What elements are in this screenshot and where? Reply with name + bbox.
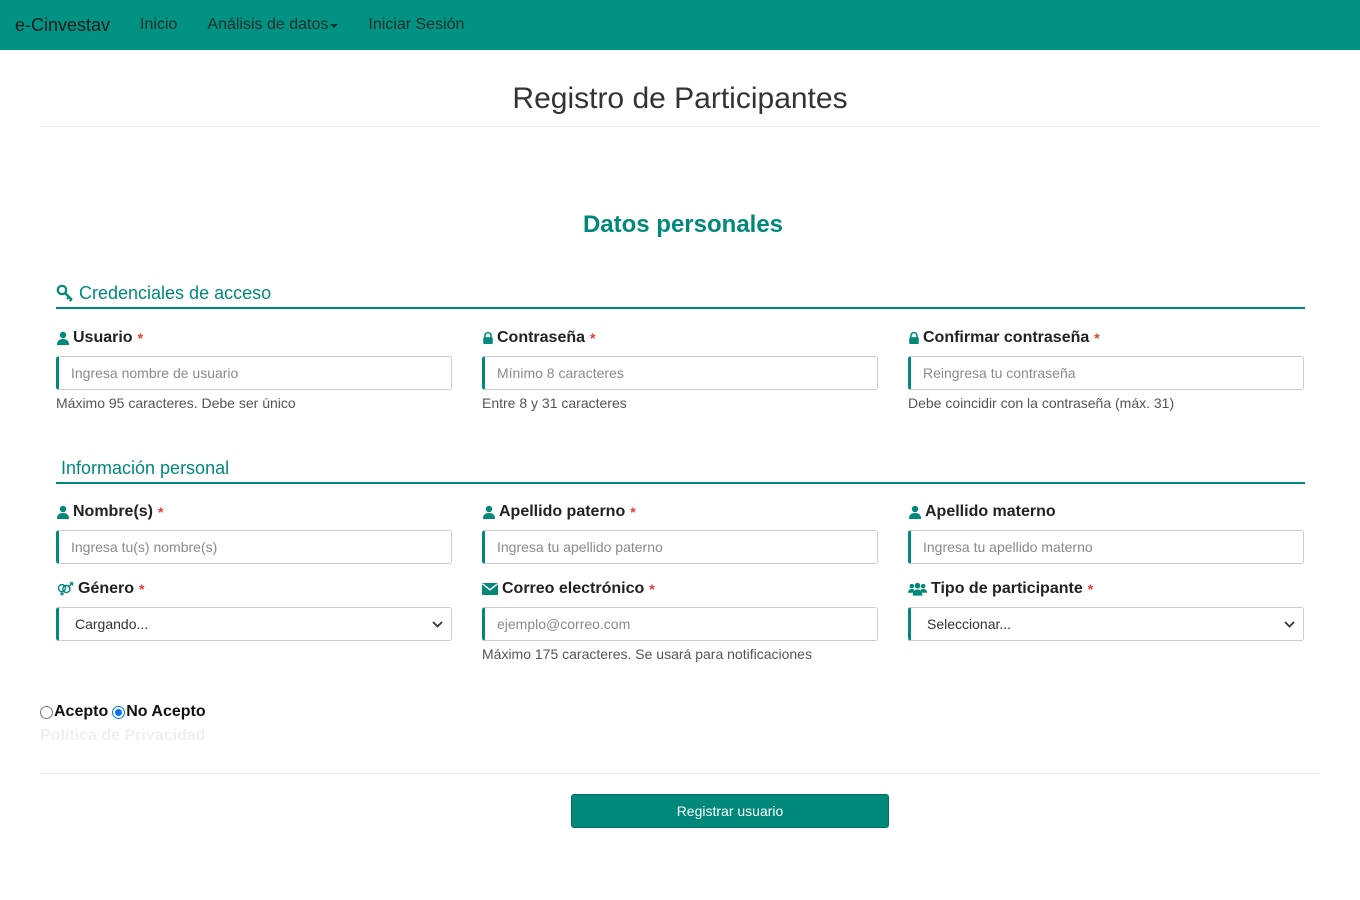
required-marker: * xyxy=(1094,330,1100,346)
field-apellido-paterno xyxy=(482,502,878,564)
confirmar-label: Confirmar contraseña * xyxy=(908,328,1304,348)
field-confirmar xyxy=(908,328,1304,411)
navbar xyxy=(0,0,1360,50)
correo-label: Correo electrónico * xyxy=(482,579,878,599)
apellido-materno-input[interactable] xyxy=(908,530,1304,564)
field-genero xyxy=(56,579,452,641)
accept-radio[interactable] xyxy=(40,706,53,719)
envelope-icon xyxy=(482,583,498,595)
field-nombre xyxy=(56,502,452,564)
correo-help: Máximo 175 caracteres. Se usará para notificaciones xyxy=(482,646,812,662)
correo-input[interactable] xyxy=(482,607,878,641)
group-personal-title: Información personal xyxy=(61,457,230,478)
nav-analisis-label: Análisis de datos xyxy=(207,16,329,33)
divider-bottom xyxy=(40,773,1320,774)
user-icon xyxy=(56,505,70,519)
field-correo xyxy=(482,579,878,662)
field-usuario xyxy=(56,328,452,411)
user-icon xyxy=(482,505,496,519)
contrasena-label: Contraseña * xyxy=(482,328,878,348)
apellido-paterno-input[interactable] xyxy=(482,530,878,564)
group-personal-header xyxy=(56,454,1305,484)
lock-icon xyxy=(908,331,920,345)
field-contrasena xyxy=(482,328,878,411)
tipo-select[interactable] xyxy=(908,607,1304,641)
contrasena-help: Entre 8 y 31 caracteres xyxy=(482,395,627,411)
nav-iniciar-sesion[interactable]: Iniciar Sesión xyxy=(368,16,465,33)
genero-selected-value: Cargando... xyxy=(75,616,149,632)
confirmar-help: Debe coincidir con la contraseña (máx. 31) xyxy=(908,395,1175,411)
nombre-input[interactable] xyxy=(56,530,452,564)
required-marker: * xyxy=(1087,581,1094,597)
nav-analisis-dropdown[interactable] xyxy=(207,16,338,34)
users-icon xyxy=(908,582,927,596)
section-title: Datos personales xyxy=(582,211,784,238)
field-tipo xyxy=(908,579,1304,641)
key-icon xyxy=(56,284,74,302)
privacy-radio-group xyxy=(40,703,206,721)
required-marker: * xyxy=(649,581,655,597)
genero-select[interactable] xyxy=(56,607,452,641)
required-marker: * xyxy=(158,504,164,520)
usuario-help: Máximo 95 caracteres. Debe ser único xyxy=(56,395,296,411)
user-icon xyxy=(56,331,70,345)
lock-icon xyxy=(482,331,494,345)
privacy-policy-link[interactable]: Política de Privacidad xyxy=(40,727,206,744)
register-button[interactable]: Registrar usuario xyxy=(571,794,889,828)
accept-label[interactable]: Acepto xyxy=(54,703,109,720)
apellido-materno-label: Apellido materno xyxy=(908,502,1304,522)
tipo-selected-value: Seleccionar... xyxy=(927,616,1012,632)
nombre-label: Nombre(s) * xyxy=(56,502,452,522)
reject-radio[interactable] xyxy=(112,706,125,719)
apellido-paterno-label: Apellido paterno * xyxy=(482,502,878,522)
group-credentials-title: Credenciales de acceso xyxy=(79,282,272,303)
brand-link[interactable]: e-Cinvestav xyxy=(15,14,111,35)
contrasena-input[interactable] xyxy=(482,356,878,390)
confirmar-input[interactable] xyxy=(908,356,1304,390)
required-marker: * xyxy=(139,581,145,597)
reject-label[interactable]: No Acepto xyxy=(126,703,206,720)
required-marker: * xyxy=(137,330,144,346)
gender-icon xyxy=(56,582,75,596)
tipo-label: Tipo de participante * xyxy=(908,579,1304,599)
usuario-label: Usuario * xyxy=(56,328,452,348)
genero-label: Género * xyxy=(56,579,452,599)
chevron-down-icon xyxy=(1284,621,1295,628)
required-marker: * xyxy=(630,504,636,520)
caret-down-icon xyxy=(330,24,338,28)
group-credentials-header xyxy=(56,279,1305,309)
field-apellido-materno xyxy=(908,502,1304,564)
usuario-input[interactable] xyxy=(56,356,452,390)
user-icon xyxy=(908,505,922,519)
page-title: Registro de Participantes xyxy=(512,82,848,115)
required-marker: * xyxy=(590,330,596,346)
chevron-down-icon xyxy=(432,621,443,628)
divider-top xyxy=(40,126,1320,127)
nav-inicio[interactable]: Inicio xyxy=(140,16,178,33)
